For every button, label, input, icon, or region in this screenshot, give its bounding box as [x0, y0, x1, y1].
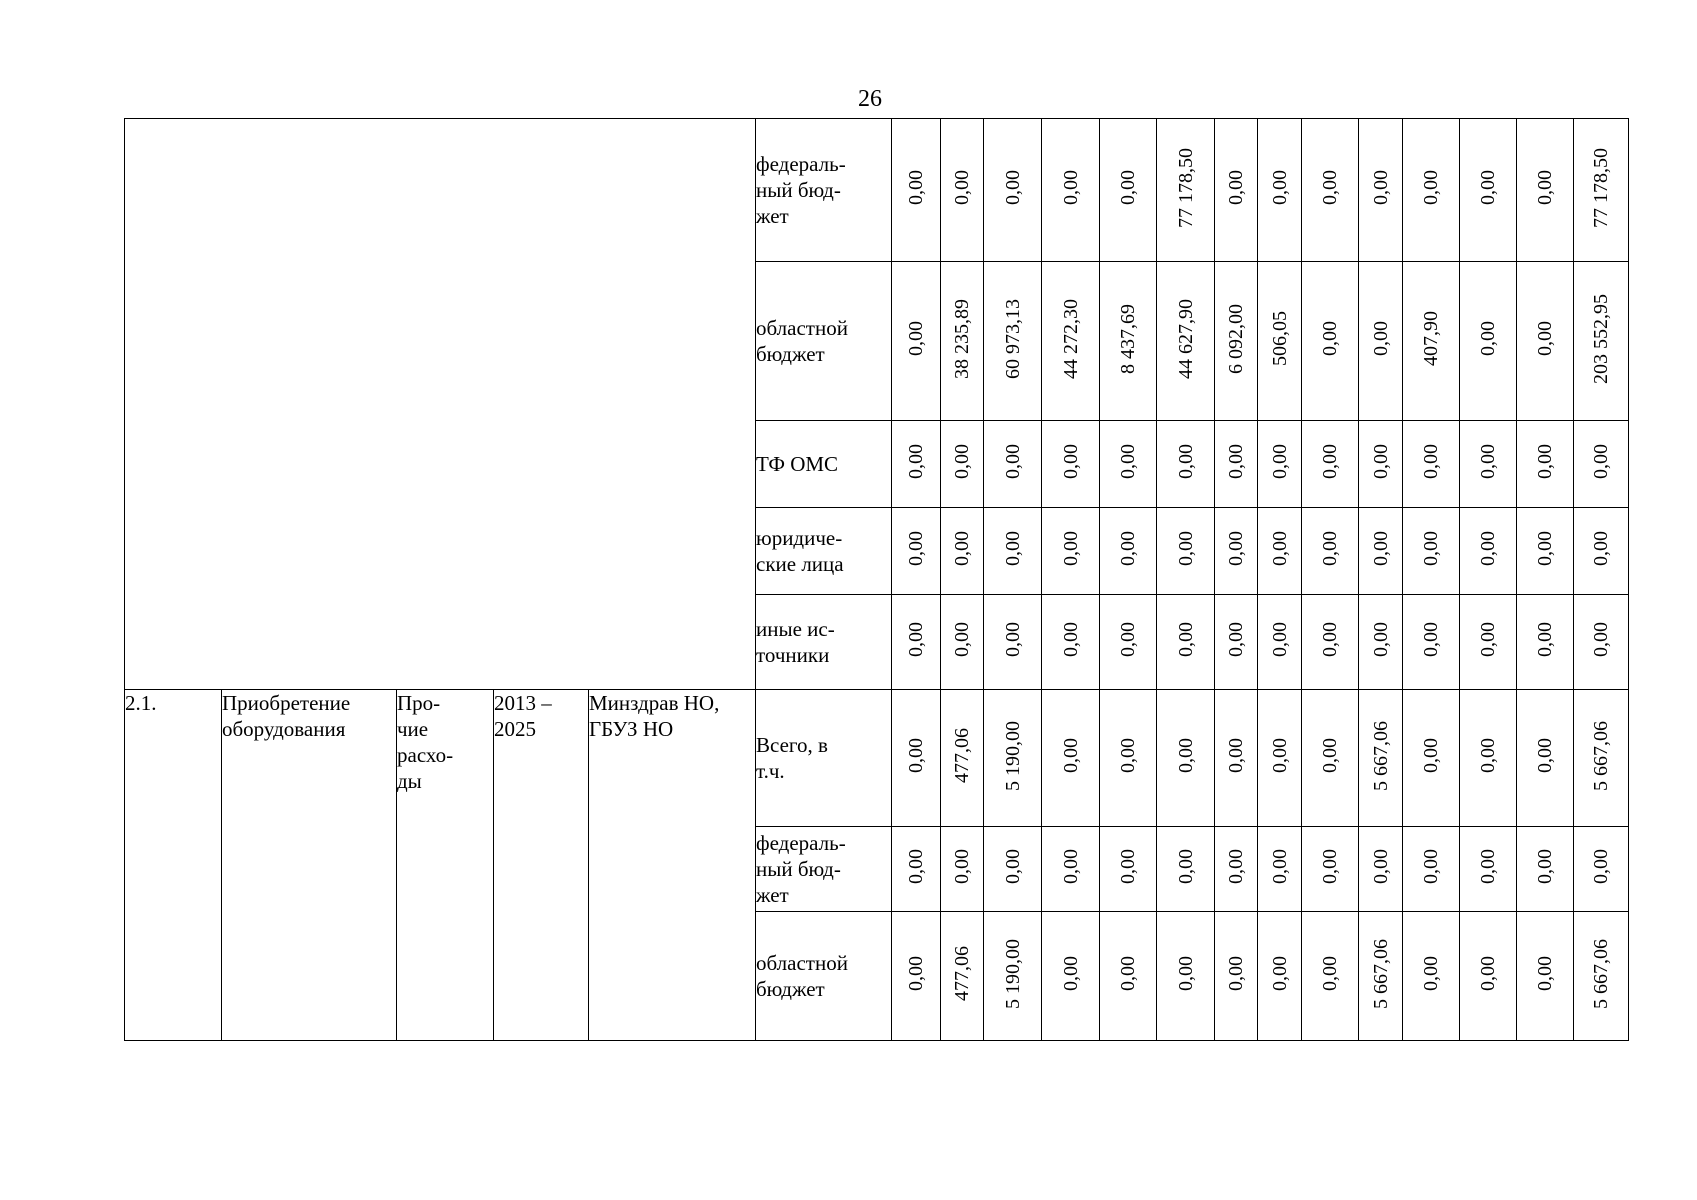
cell-value: 0,00: [1420, 444, 1442, 479]
value-cell: [1517, 827, 1574, 912]
value-cell: [1403, 119, 1460, 262]
table-row: [125, 690, 1629, 827]
cell-value: 44 272,30: [1059, 298, 1082, 379]
cell-value: 0,00: [1477, 321, 1499, 356]
value-cell: [1100, 508, 1157, 595]
cell-value: 0,00: [1268, 849, 1291, 884]
value-cell: [1359, 508, 1403, 595]
cell-value: 407,90: [1420, 311, 1442, 366]
cell-value: 0,00: [1477, 738, 1499, 773]
cell-value: 0,00: [1319, 444, 1341, 479]
value-cell: [1258, 119, 1302, 262]
value-cell: [941, 827, 984, 912]
value-cell: [1100, 912, 1157, 1041]
cell-value: 203 552,95: [1590, 293, 1612, 384]
value-cell: [941, 262, 984, 421]
cell-value: 0,00: [1174, 622, 1197, 657]
cell-value: 0,00: [951, 622, 973, 657]
cell-value: 0,00: [1225, 170, 1247, 205]
value-cell: [1157, 119, 1215, 262]
table-row: [125, 119, 1629, 262]
cell-value: 44 627,90: [1174, 298, 1197, 379]
cell-value: 38 235,89: [951, 298, 973, 379]
item-name: Приобретение оборудования: [222, 690, 397, 1041]
cell-value: 0,00: [1534, 622, 1556, 657]
cell-value: 0,00: [1059, 170, 1082, 205]
value-cell: [1157, 508, 1215, 595]
value-cell: [1460, 595, 1517, 690]
value-cell: [1359, 690, 1403, 827]
value-cell: [1359, 912, 1403, 1041]
value-cell: [1100, 119, 1157, 262]
value-cell: [941, 508, 984, 595]
cell-value: 0,00: [1059, 849, 1082, 884]
value-cell: [1100, 827, 1157, 912]
value-cell: [1215, 912, 1258, 1041]
cell-value: 0,00: [905, 531, 927, 566]
value-cell: [1460, 421, 1517, 508]
value-cell: [1215, 421, 1258, 508]
cell-value: 77 178,50: [1590, 147, 1612, 228]
cell-value: 0,00: [1059, 956, 1082, 991]
value-cell: [1215, 262, 1258, 421]
value-cell: [984, 119, 1042, 262]
value-cell: [1403, 827, 1460, 912]
value-cell: [1517, 595, 1574, 690]
value-cell: [1042, 119, 1100, 262]
cell-value: 0,00: [1225, 622, 1247, 657]
value-cell: [1403, 595, 1460, 690]
cell-value: 0,00: [1534, 444, 1556, 479]
value-cell: [1258, 827, 1302, 912]
expense-type: Про- чие расхо- ды: [397, 690, 494, 1041]
cell-value: 0,00: [1319, 622, 1341, 657]
cell-value: 0,00: [1059, 622, 1082, 657]
cell-value: 0,00: [905, 170, 927, 205]
cell-value: 0,00: [1225, 849, 1247, 884]
value-cell: [892, 690, 941, 827]
cell-value: 0,00: [1117, 849, 1139, 884]
cell-value: 0,00: [1268, 531, 1291, 566]
value-cell: [1042, 595, 1100, 690]
cell-value: 0,00: [905, 321, 927, 356]
cell-value: 0,00: [1590, 849, 1612, 884]
cell-value: 5 667,06: [1590, 720, 1612, 791]
cell-value: 0,00: [1534, 956, 1556, 991]
value-cell: [1403, 912, 1460, 1041]
value-cell: [1042, 690, 1100, 827]
value-cell: [984, 595, 1042, 690]
value-cell: [1403, 262, 1460, 421]
cell-value: 0,00: [1174, 531, 1197, 566]
cell-value: 5 667,06: [1369, 720, 1392, 791]
value-cell: [1100, 262, 1157, 421]
cell-value: 0,00: [1420, 849, 1442, 884]
value-cell: [1258, 595, 1302, 690]
cell-value: 0,00: [1420, 622, 1442, 657]
value-cell: [984, 508, 1042, 595]
cell-value: 0,00: [1001, 444, 1024, 479]
value-cell: [1258, 421, 1302, 508]
cell-value: 0,00: [1174, 738, 1197, 773]
value-cell: [1574, 508, 1629, 595]
value-cell: [984, 690, 1042, 827]
cell-value: 0,00: [1477, 170, 1499, 205]
cell-value: 0,00: [1534, 849, 1556, 884]
value-cell: [1574, 827, 1629, 912]
value-cell: [1517, 119, 1574, 262]
value-cell: [941, 690, 984, 827]
value-cell: [1157, 827, 1215, 912]
cell-value: 0,00: [1117, 956, 1139, 991]
value-cell: [1302, 827, 1359, 912]
cell-value: 0,00: [1534, 170, 1556, 205]
cell-value: 0,00: [905, 849, 927, 884]
cell-value: 0,00: [1174, 444, 1197, 479]
value-cell: [1403, 508, 1460, 595]
funding-source-label: федераль- ный бюд- жет: [756, 827, 892, 912]
value-cell: [1302, 508, 1359, 595]
value-cell: [1302, 690, 1359, 827]
cell-value: 477,06: [951, 946, 973, 1001]
value-cell: [1517, 690, 1574, 827]
value-cell: [1403, 690, 1460, 827]
cell-value: 0,00: [1117, 738, 1139, 773]
cell-value: 0,00: [1369, 849, 1392, 884]
value-cell: [1215, 690, 1258, 827]
cell-value: 0,00: [1590, 444, 1612, 479]
value-cell: [1042, 508, 1100, 595]
cell-value: 0,00: [1117, 444, 1139, 479]
cell-value: 0,00: [1319, 170, 1341, 205]
value-cell: [1157, 912, 1215, 1041]
value-cell: [1302, 262, 1359, 421]
value-cell: [941, 912, 984, 1041]
cell-value: 0,00: [951, 531, 973, 566]
value-cell: [1574, 690, 1629, 827]
cell-value: 0,00: [1534, 738, 1556, 773]
funding-source-label: ТФ ОМС: [756, 421, 892, 508]
value-cell: [1517, 912, 1574, 1041]
value-cell: [892, 421, 941, 508]
value-cell: [1574, 262, 1629, 421]
value-cell: [1302, 119, 1359, 262]
blank-merged-cell: [125, 119, 756, 690]
value-cell: [1215, 827, 1258, 912]
cell-value: 0,00: [905, 622, 927, 657]
value-cell: [892, 827, 941, 912]
value-cell: [1215, 119, 1258, 262]
value-cell: [1574, 912, 1629, 1041]
value-cell: [892, 912, 941, 1041]
value-cell: [1042, 262, 1100, 421]
value-cell: [1157, 595, 1215, 690]
value-cell: [1359, 827, 1403, 912]
cell-value: 5 190,00: [1001, 938, 1024, 1009]
value-cell: [1100, 421, 1157, 508]
cell-value: 0,00: [1268, 622, 1291, 657]
value-cell: [1157, 262, 1215, 421]
cell-value: 0,00: [1477, 849, 1499, 884]
value-cell: [892, 119, 941, 262]
cell-value: 0,00: [1268, 738, 1291, 773]
funding-source-label: областной бюджет: [756, 262, 892, 421]
cell-value: 0,00: [1319, 738, 1341, 773]
cell-value: 0,00: [1369, 170, 1392, 205]
value-cell: [984, 912, 1042, 1041]
cell-value: 0,00: [1059, 444, 1082, 479]
value-cell: [1157, 421, 1215, 508]
cell-value: 0,00: [1477, 444, 1499, 479]
value-cell: [892, 262, 941, 421]
value-cell: [1460, 508, 1517, 595]
cell-value: 0,00: [905, 956, 927, 991]
funding-source-label: юридиче- ские лица: [756, 508, 892, 595]
cell-value: 0,00: [1369, 531, 1392, 566]
value-cell: [984, 262, 1042, 421]
cell-value: 0,00: [1534, 531, 1556, 566]
value-cell: [1359, 595, 1403, 690]
page-number: 26: [858, 86, 882, 112]
cell-value: 0,00: [1001, 531, 1024, 566]
cell-value: 0,00: [951, 849, 973, 884]
value-cell: [1302, 595, 1359, 690]
funding-source-label: иные ис- точники: [756, 595, 892, 690]
value-cell: [1100, 595, 1157, 690]
funding-source-label: федераль- ный бюд- жет: [756, 119, 892, 262]
cell-value: 0,00: [1001, 849, 1024, 884]
cell-value: 0,00: [1117, 531, 1139, 566]
value-cell: [1574, 595, 1629, 690]
cell-value: 0,00: [1174, 956, 1197, 991]
value-cell: [941, 421, 984, 508]
cell-value: 0,00: [1420, 738, 1442, 773]
cell-value: 60 973,13: [1001, 298, 1024, 379]
cell-value: 6 092,00: [1225, 303, 1247, 374]
financing-table: [124, 118, 1629, 1041]
value-cell: [892, 595, 941, 690]
value-cell: [941, 595, 984, 690]
value-cell: [1574, 119, 1629, 262]
cell-value: 0,00: [1477, 956, 1499, 991]
cell-value: 0,00: [1369, 321, 1392, 356]
value-cell: [892, 508, 941, 595]
value-cell: [1157, 690, 1215, 827]
value-cell: [1042, 827, 1100, 912]
cell-value: 0,00: [1174, 849, 1197, 884]
cell-value: 0,00: [1268, 170, 1291, 205]
value-cell: [1359, 421, 1403, 508]
cell-value: 5 667,06: [1590, 938, 1612, 1009]
value-cell: [1517, 262, 1574, 421]
cell-value: 0,00: [1477, 622, 1499, 657]
value-cell: [1460, 827, 1517, 912]
funding-source-label: Всего, в т.ч.: [756, 690, 892, 827]
cell-value: 0,00: [1477, 531, 1499, 566]
cell-value: 0,00: [1059, 531, 1082, 566]
value-cell: [1100, 690, 1157, 827]
cell-value: 0,00: [1001, 622, 1024, 657]
cell-value: 0,00: [1319, 321, 1341, 356]
value-cell: [1258, 508, 1302, 595]
cell-value: 506,05: [1268, 311, 1291, 366]
cell-value: 77 178,50: [1174, 147, 1197, 228]
cell-value: 0,00: [1420, 170, 1442, 205]
value-cell: [984, 421, 1042, 508]
cell-value: 0,00: [951, 170, 973, 205]
cell-value: 0,00: [1268, 956, 1291, 991]
cell-value: 0,00: [1534, 321, 1556, 356]
cell-value: 0,00: [1590, 531, 1612, 566]
value-cell: [1042, 421, 1100, 508]
cell-value: 0,00: [1369, 444, 1392, 479]
value-cell: [1517, 508, 1574, 595]
implementation-years: 2013 – 2025: [494, 690, 589, 1041]
value-cell: [1258, 912, 1302, 1041]
value-cell: [1460, 690, 1517, 827]
cell-value: 0,00: [1420, 956, 1442, 991]
cell-value: 5 190,00: [1001, 720, 1024, 791]
item-number: 2.1.: [125, 690, 222, 1041]
cell-value: 0,00: [951, 444, 973, 479]
value-cell: [1042, 912, 1100, 1041]
value-cell: [1359, 119, 1403, 262]
value-cell: [1302, 912, 1359, 1041]
cell-value: 0,00: [905, 738, 927, 773]
value-cell: [1359, 262, 1403, 421]
value-cell: [1215, 508, 1258, 595]
cell-value: 0,00: [1059, 738, 1082, 773]
cell-value: 0,00: [1225, 738, 1247, 773]
cell-value: 0,00: [1225, 444, 1247, 479]
value-cell: [1258, 690, 1302, 827]
value-cell: [1215, 595, 1258, 690]
value-cell: [1574, 421, 1629, 508]
funding-source-label: областной бюджет: [756, 912, 892, 1041]
cell-value: 8 437,69: [1117, 303, 1139, 374]
value-cell: [1403, 421, 1460, 508]
cell-value: 0,00: [1319, 956, 1341, 991]
cell-value: 0,00: [1117, 170, 1139, 205]
value-cell: [1460, 912, 1517, 1041]
value-cell: [1460, 262, 1517, 421]
cell-value: 0,00: [1590, 622, 1612, 657]
cell-value: 0,00: [1319, 849, 1341, 884]
value-cell: [941, 119, 984, 262]
executor: Минздрав НО, ГБУЗ НО: [589, 690, 756, 1041]
cell-value: 0,00: [1117, 622, 1139, 657]
cell-value: 477,06: [951, 728, 973, 783]
value-cell: [1517, 421, 1574, 508]
value-cell: [1258, 262, 1302, 421]
cell-value: 5 667,06: [1369, 938, 1392, 1009]
cell-value: 0,00: [1225, 956, 1247, 991]
cell-value: 0,00: [1268, 444, 1291, 479]
cell-value: 0,00: [1001, 170, 1024, 205]
cell-value: 0,00: [1319, 531, 1341, 566]
value-cell: [1302, 421, 1359, 508]
cell-value: 0,00: [1369, 622, 1392, 657]
value-cell: [1460, 119, 1517, 262]
cell-value: 0,00: [1225, 531, 1247, 566]
value-cell: [984, 827, 1042, 912]
cell-value: 0,00: [905, 444, 927, 479]
cell-value: 0,00: [1420, 531, 1442, 566]
